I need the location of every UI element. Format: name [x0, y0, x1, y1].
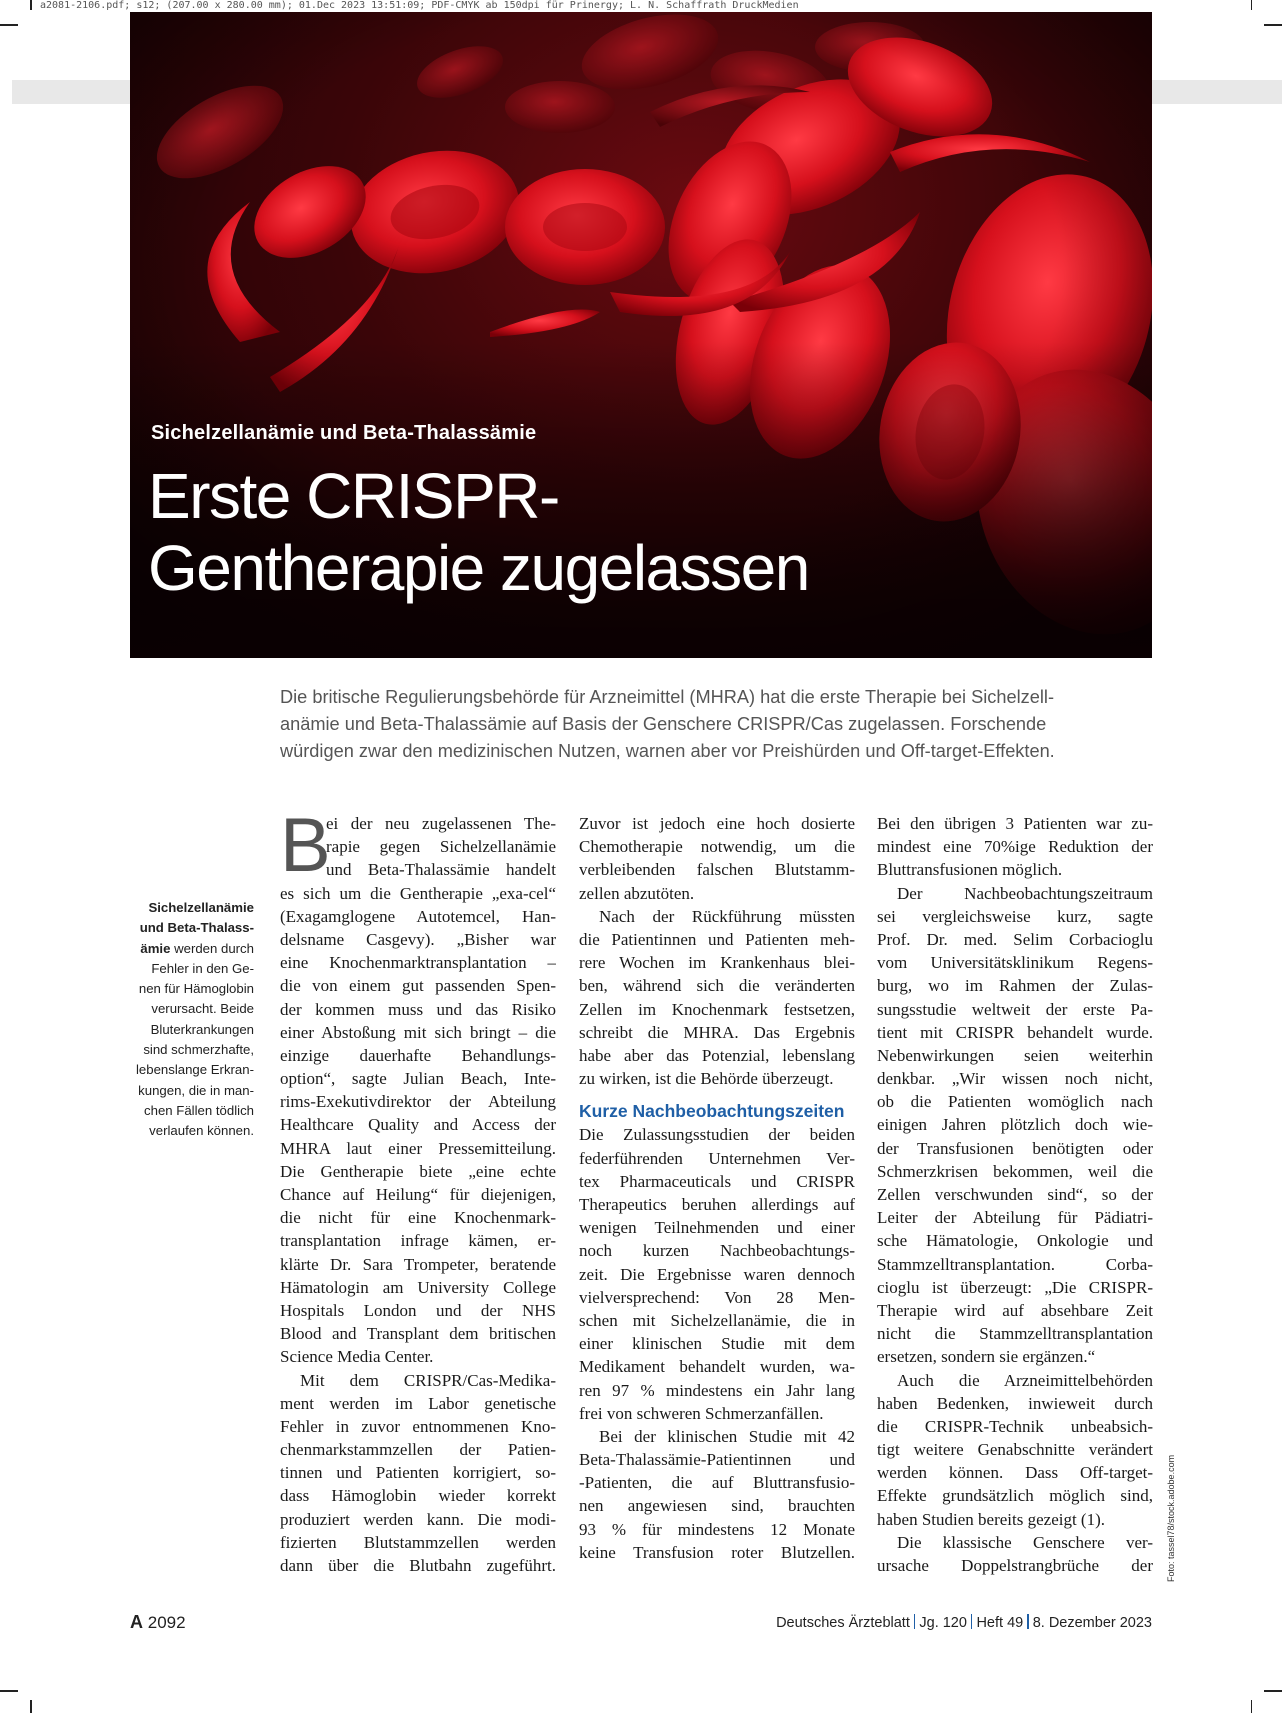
text-line: Bei der klinischen Studie mit 42	[599, 1426, 855, 1446]
text-line: wenigen Teilnehmenden und einer	[579, 1218, 855, 1238]
text-line: einzige dauerhafte Behandlungs-	[280, 1045, 556, 1065]
text-line: nen angewiesen sind, brauchten	[579, 1496, 855, 1516]
lead-line: Die britische Regulierungsbehörde für Arzneimittel (MHRA) hat die erste Therapie bei Sichelzell-	[280, 687, 1054, 707]
text-line: haben Bedenken, inwieweit durch	[877, 1393, 1153, 1413]
text-line: die CRISPR-Technik unbeabsich-	[877, 1416, 1153, 1436]
text-line: zeit. Die Ergebnisse waren dennoch	[579, 1264, 855, 1284]
text-line: die Patientinnen und Patienten meh-	[579, 929, 855, 949]
text-line: werden können. Dass Off-target-	[877, 1463, 1153, 1483]
text-line: Die klassische Genschere ver-	[897, 1532, 1153, 1552]
text-line: einer klinischen Studie mit dem	[579, 1334, 855, 1354]
text-line: tigt weitere Genabschnitte verändert	[877, 1440, 1153, 1460]
text-line: ob die Patienten womöglich nach	[877, 1092, 1153, 1112]
text-line: Zellen im Knochenmark festsetzen,	[579, 999, 855, 1019]
text-line: produziert werden kann. Die modi-	[280, 1509, 556, 1529]
text-line: haben Studien bereits gezeigt (1).	[877, 1509, 1106, 1529]
text-line: Chance auf Heilung“ für diejenigen,	[280, 1185, 556, 1204]
text-line: Bluttransfusionen möglich.	[877, 860, 1063, 880]
text-line: und Beta-Thalassämie handelt	[326, 860, 556, 880]
note-line	[120, 898, 254, 918]
text-line: Nebenwirkungen seien weiterhin	[877, 1045, 1153, 1065]
text-line: Chemotherapie notwendig, um die	[579, 837, 855, 857]
note-line: verursacht. Beide	[151, 1001, 254, 1017]
crop-mark-bottom-left-v	[30, 1700, 32, 1713]
note-line: verlaufen können.	[149, 1123, 254, 1139]
marginal-note	[120, 898, 254, 1142]
journal-date: 8. Dezember 2023	[1032, 1615, 1152, 1631]
bleed-bar-left	[12, 80, 130, 104]
text-line: transplantation infrage kämen, er-	[280, 1231, 556, 1251]
text-line: sche Hämatologie, Onkologie und	[877, 1231, 1153, 1251]
text-line: frei von schweren Schmerzanfällen.	[579, 1403, 824, 1423]
crop-mark-top-left	[0, 24, 18, 26]
text-line: delsname Casgevy). „Bisher war	[280, 929, 556, 949]
text-line: einer Abstoßung mit sich bringt – die	[280, 1022, 556, 1042]
text-line: Beta-Thalassämie-Patientinnen und	[579, 1450, 855, 1470]
text-line: die von einem gut passenden Spen-	[280, 976, 556, 996]
headline-line-1: Erste CRISPR-	[148, 460, 559, 532]
journal-info	[776, 1614, 1152, 1631]
text-line: Zellen verschwunden sind“, so der	[877, 1185, 1153, 1204]
text-line: habe aber das Potenzial, lebenslang	[579, 1045, 855, 1065]
text-line: 93 % für mindestens 12 Monate	[579, 1519, 855, 1539]
text-line: Nach der Rückführung müssten	[599, 906, 855, 926]
journal-issue: Heft 49	[976, 1615, 1024, 1631]
note-line	[120, 939, 254, 959]
note-bold: Sichelzellanämie	[148, 900, 254, 915]
text-line: rere Wochen im Krankenhaus blei-	[579, 953, 855, 973]
note-line: lebenslange Erkran-	[135, 1062, 254, 1078]
note-bold: ämie	[140, 940, 171, 956]
text-line: Zuvor ist jedoch eine hoch dosierte	[579, 814, 855, 833]
photo-credit	[1166, 1454, 1178, 1586]
text-line: zellen abzutöten.	[579, 883, 695, 903]
separator	[1027, 1614, 1029, 1629]
text-line: es sich um die Gentherapie „exa-cel“	[280, 883, 556, 903]
text-line: dass Hämoglobin wieder korrekt	[280, 1486, 556, 1506]
crop-mark-bottom-left	[0, 1690, 18, 1692]
text-line: einigen Jahren plötzlich doch wie-	[877, 1115, 1153, 1135]
article-kicker: Sichelzellanämie und Beta-Thalassämie	[151, 422, 537, 444]
text-line: Mit dem CRISPR/Cas-Medika-	[300, 1370, 556, 1390]
text-line: keine Transfusion roter Blutzellen.	[579, 1542, 855, 1562]
print-info-line: a2081-2106.pdf; s12; (207.00 x 280.00 mm); 01.Dec 2023 13:51:09; PDF-CMYK ab 150dpi für Prinergy; L. N. Schaffrath DruckMedien	[40, 0, 799, 11]
section-heading: Kurze Nachbeobachtungszeiten	[579, 1101, 845, 1122]
crop-mark-bottom-right	[1264, 1690, 1282, 1692]
text-line: klärte Dr. Sara Trompeter, beratende	[280, 1254, 556, 1274]
text-line: verbleibenden falschen Blutstamm-	[579, 860, 855, 880]
text-line: schen mit Sichelzellanämie, die in	[579, 1310, 855, 1330]
text-line: ursache Doppelstrangbrüche der	[877, 1556, 1153, 1575]
text-column-3	[877, 812, 1153, 1577]
headline-line-2: Gentherapie zugelassen	[148, 532, 809, 604]
text-line: Leiter der Abteilung für Pädiatri-	[877, 1208, 1153, 1228]
note-line: Fehler in den Ge-	[151, 960, 254, 976]
text-line: denkbar. „Wir wissen noch nicht,	[877, 1069, 1153, 1089]
crop-mark-top-right	[1264, 24, 1282, 26]
text-line: ersetzen, sondern sie ergänzen.“	[877, 1347, 1096, 1367]
text-line: ment werden im Labor genetische	[280, 1393, 556, 1413]
separator	[971, 1614, 973, 1629]
text-line: schreibt die MHRA. Das Ergebnis	[579, 1022, 855, 1042]
text-line: zu wirken, ist die Behörde überzeugt.	[579, 1069, 834, 1089]
text-line: rims-Exekutivdirektor der Abteilung	[280, 1092, 556, 1112]
text-line: Healthcare Quality and Access der	[280, 1115, 556, 1135]
page-number-value: 2092	[147, 1613, 186, 1632]
journal-name: Deutsches Ärzteblatt	[776, 1615, 910, 1631]
text-line: Prof. Dr. med. Selim Corbacioglu	[877, 929, 1153, 949]
text-line: option“, sagte Julian Beach, Inte-	[280, 1069, 556, 1089]
crop-mark-top-left-v	[30, 0, 32, 10]
note-line: Bluterkrankungen	[150, 1021, 254, 1037]
text-line: ren 97 % mindestens ein Jahr lang	[579, 1380, 855, 1400]
text-line: Die Gentherapie biete „eine echte	[280, 1161, 556, 1181]
text-line: Bei den übrigen 3 Patienten war zu-	[877, 814, 1153, 833]
text-line: Hämatologin am University College	[280, 1277, 556, 1297]
text-line: mindest eine 70%ige Reduktion der	[877, 837, 1153, 857]
text-line: noch kurzen Nachbeobachtungs-	[579, 1241, 855, 1261]
text-line: Science Media Center.	[280, 1347, 434, 1367]
text-line: der kommen muss und das Risiko	[280, 999, 556, 1019]
lead-line: würdigen zwar den medizinischen Nutzen, warnen aber vor Preishürden und Off-target-Effekten.	[280, 741, 1055, 761]
text-line: burg, wo im Rahmen der Zulas-	[877, 976, 1153, 996]
bleed-bar-right	[1152, 80, 1282, 104]
text-line: (Exagamglogene Autotemcel, Han-	[280, 906, 556, 926]
text-line: -Patienten, die auf Bluttransfusio-	[579, 1473, 855, 1493]
note-line	[120, 918, 254, 938]
text-line: dann über die Blutbahn zugeführt.	[280, 1556, 556, 1575]
text-line: tex Pharmaceuticals und CRISPR	[579, 1171, 855, 1191]
text-line: Blood and Transplant dem britischen	[280, 1324, 556, 1344]
text-line: rapie gegen Sichelzellanämie	[326, 837, 556, 857]
text-line: sei vergleichsweise kurz, sagte	[877, 906, 1153, 926]
page-number	[130, 1612, 186, 1633]
photo-credit-text: Foto: tassel78/stock.adobe.com	[1166, 1454, 1176, 1582]
crop-mark-top-right-v	[1251, 0, 1253, 10]
text-line: Therapeutics beruhen allerdings auf	[579, 1195, 855, 1215]
text-line: chenmarkstammzellen der Patien-	[280, 1440, 556, 1460]
text-line: vielversprechend: Von 28 Men-	[579, 1287, 855, 1307]
text-line: Effekte grundsätzlich möglich sind,	[877, 1486, 1153, 1506]
note-line: sind schmerzhafte,	[143, 1042, 254, 1058]
text-line: eine Knochenmarktransplantation –	[280, 953, 556, 973]
text-line: vom Universitätsklinikum Regens-	[877, 953, 1153, 973]
lead-line: anämie und Beta-Thalassämie auf Basis der Genschere CRISPR/Cas zugelassen. Forschende	[280, 714, 1047, 734]
text-column-2	[579, 812, 855, 1564]
text-line: tinnen und Patienten korrigiert, so-	[280, 1463, 556, 1483]
article-lead	[280, 684, 1140, 765]
text-line: cioglu ist überzeugt: „Die CRISPR-	[877, 1277, 1153, 1297]
separator	[914, 1614, 916, 1629]
text-line: MHRA laut einer Pressemitteilung.	[280, 1138, 556, 1158]
note-line: nen für Hämoglobin	[138, 981, 254, 997]
text-line: Der Nachbeobachtungszeitraum	[897, 883, 1153, 903]
text-line: Fehler in zuvor entnommenen Kno-	[280, 1416, 556, 1436]
note-bold: und Beta-Thalass-	[139, 920, 254, 936]
text-line: federführenden Unternehmen Ver-	[579, 1148, 855, 1168]
crop-mark-bottom-right-v	[1251, 1700, 1253, 1713]
text-line: tient mit CRISPR behandelt wurde.	[877, 1022, 1153, 1042]
page-prefix: A	[130, 1612, 143, 1632]
text-line: nicht die Stammzelltransplantation	[877, 1324, 1153, 1344]
text-line: Die Zulassungsstudien der beiden	[579, 1125, 855, 1145]
journal-volume: Jg. 120	[919, 1615, 967, 1631]
text-line: Medikament behandelt wurden, wa-	[579, 1357, 855, 1377]
text-line: Therapie wird auf absehbare Zeit	[877, 1300, 1153, 1320]
text-line: Auch die Arzneimittelbehörden	[897, 1370, 1153, 1390]
text-line: fizierten Blutstammzellen werden	[280, 1532, 556, 1552]
note-line: kungen, die in man-	[138, 1082, 254, 1098]
text-line: ei der neu zugelassenen The-	[326, 814, 556, 833]
text-column-1	[280, 803, 556, 1577]
drop-cap: B	[280, 803, 331, 888]
text-line: die nicht für eine Knochenmark-	[280, 1208, 556, 1228]
text-line: Hospitals London und der NHS	[280, 1300, 556, 1320]
text-line: ben, während sich die veränderten	[579, 976, 855, 996]
note-line: chen Fällen tödlich	[144, 1102, 254, 1118]
text-line: Schmerzkrisen bekommen, weil die	[877, 1161, 1153, 1181]
text-line: sungsstudie weltweit der erste Pa-	[877, 999, 1153, 1019]
article-headline	[148, 460, 809, 604]
note-text: werden durch	[170, 940, 254, 956]
text-line: Stammzelltransplantation. Corba-	[877, 1254, 1153, 1274]
text-line: der Transfusionen benötigten oder	[877, 1138, 1153, 1158]
